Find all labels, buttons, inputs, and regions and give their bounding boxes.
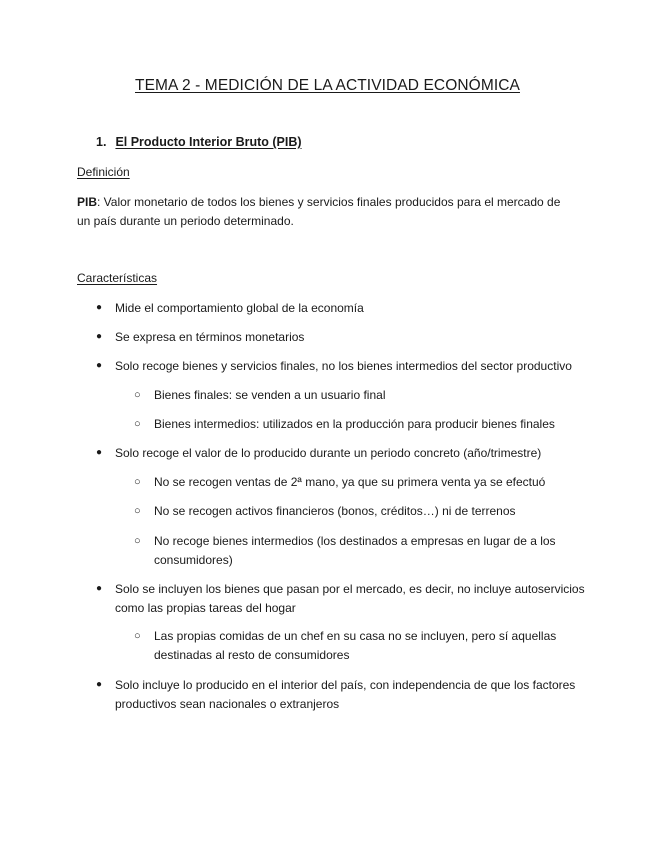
definition-paragraph [77,193,577,231]
sub-list-item: No se recogen activos financieros (bonos, créditos…) ni de terrenos [154,504,516,518]
list-item: Mide el comportamiento global de la economía [115,301,364,315]
bullet-icon: ● [96,360,103,371]
sub-list-item: No recoge bienes intermedios (los destinados a empresas en lugar de a los consumidores) [154,534,556,567]
document-title: TEMA 2 - MEDICIÓN DE LA ACTIVIDAD ECONÓMICA [135,77,520,94]
sub-list-item: No se recogen ventas de 2ª mano, ya que su primera venta ya se efectuó [154,475,546,489]
list-item: Se expresa en términos monetarios [115,330,305,344]
list-item: Solo recoge el valor de lo producido durante un periodo concreto (año/trimestre) [115,446,542,460]
sub-list-item: Las propias comidas de un chef en su casa no se incluyen, pero sí aquellas destinadas al resto de consumidores [154,629,557,662]
section-heading [96,135,302,149]
bullet-icon: ● [96,331,103,342]
sub-bullet-icon: ○ [134,476,141,488]
sub-bullet-icon: ○ [134,535,141,547]
sub-bullet-icon: ○ [134,630,141,642]
definition-text: : Valor monetario de todos los bienes y servicios finales producidos para el mercado de un país durante un periodo determinado. [77,195,561,228]
bullet-icon: ● [96,679,103,690]
section-heading-text: El Producto Interior Bruto (PIB) [115,135,302,149]
sub-bullet-icon: ○ [134,418,141,430]
sub-list-item: Bienes finales: se venden a un usuario final [154,388,386,402]
definition-term: PIB [77,195,98,209]
list-item: Solo recoge bienes y servicios finales, no los bienes intermedios del sector productivo [115,359,572,373]
bullet-icon: ● [96,447,103,458]
definition-label: Definición [77,165,130,179]
section-number: 1. [96,135,107,149]
sub-bullet-icon: ○ [134,389,141,401]
bullet-icon: ● [96,583,103,594]
list-item: Solo incluye lo producido en el interior del país, con independencia de que los factores productivos sean nacionales o extranjeros [115,678,576,711]
list-item: Solo se incluyen los bienes que pasan por el mercado, es decir, no incluye autoservicios como las propias tareas del hogar [115,582,585,615]
sub-list-item: Bienes intermedios: utilizados en la producción para producir bienes finales [154,417,555,431]
bullet-icon: ● [96,302,103,313]
sub-bullet-icon: ○ [134,505,141,517]
characteristics-label: Características [77,271,158,285]
